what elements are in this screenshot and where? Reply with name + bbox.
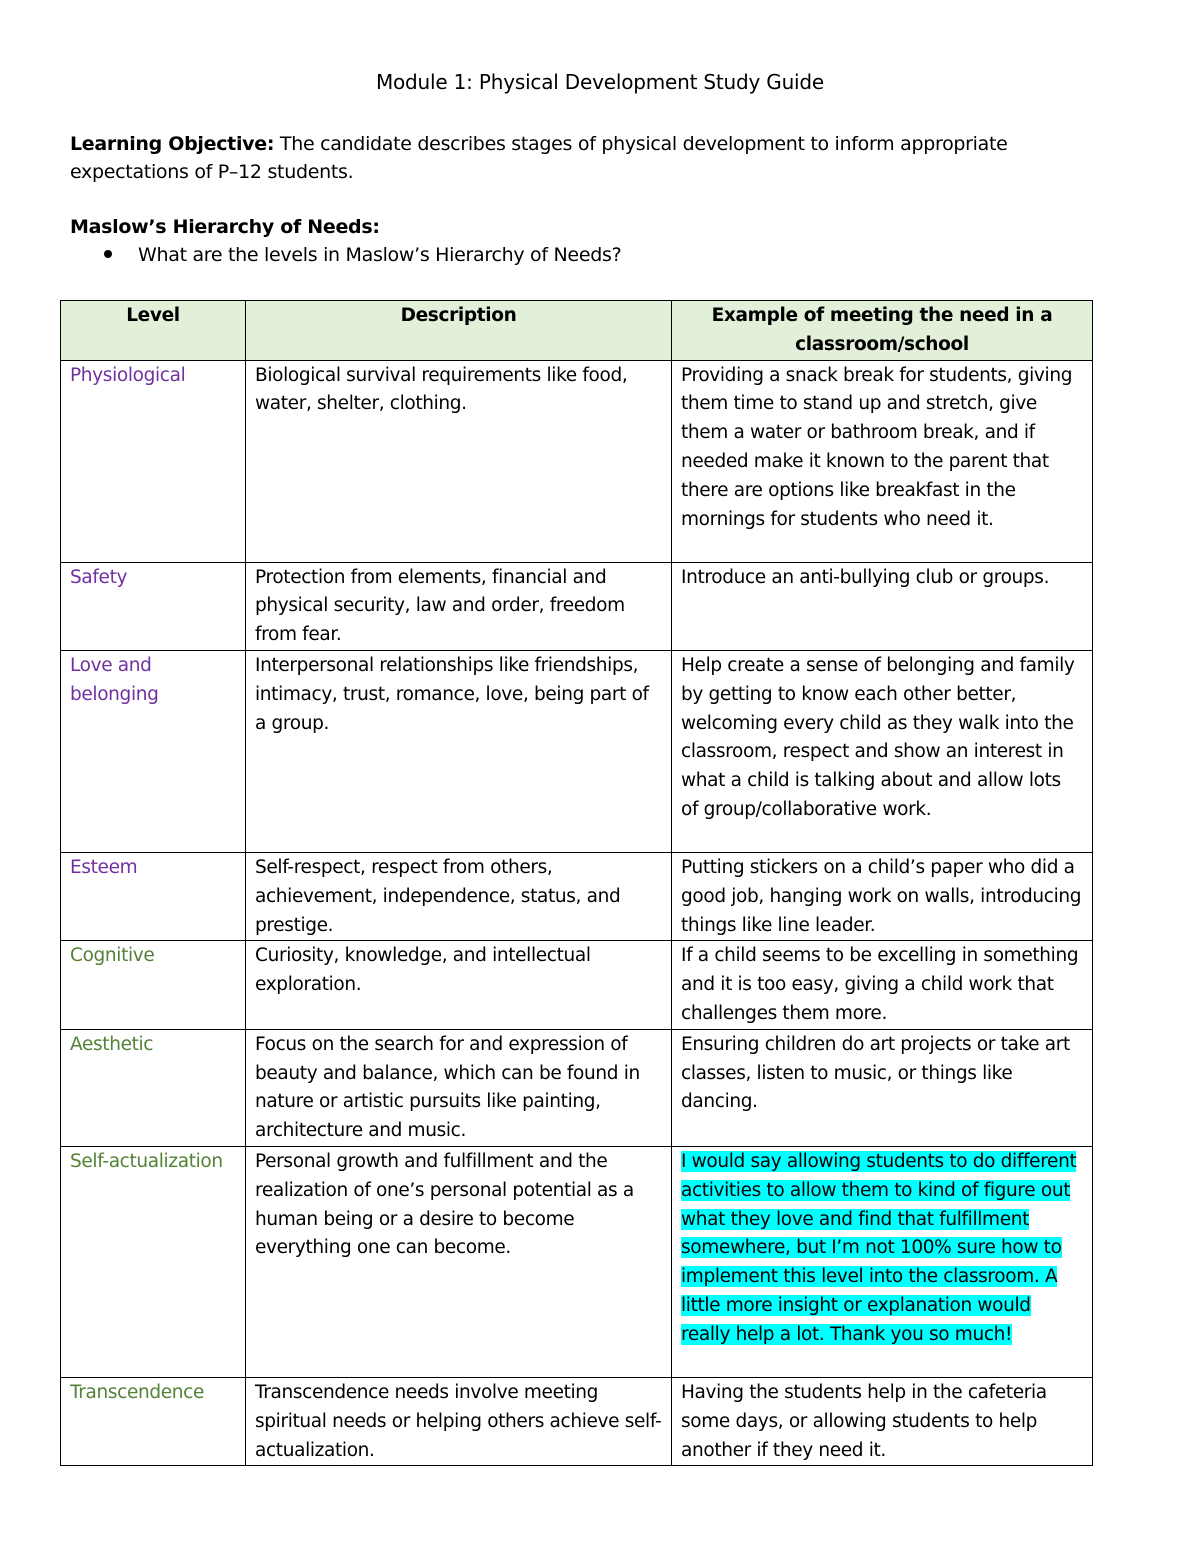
level-cell: Physiological	[61, 360, 246, 562]
table-row	[61, 562, 1093, 650]
table-row	[61, 1146, 1093, 1377]
example-cell: If a child seems to be excelling in something and it is too easy, giving a child work that challenges them more.	[672, 941, 1093, 1029]
example-cell: Help create a sense of belonging and family by getting to know each other better, welcoming every child as they walk into the classroom, respect and show an interest in what a child is talking about and allow lots of group/collaborative work.	[672, 650, 1093, 852]
description-cell: Self-respect, respect from others, achievement, independence, status, and prestige.	[246, 852, 672, 940]
description-cell: Biological survival requirements like food, water, shelter, clothing.	[246, 360, 672, 562]
table-row	[61, 941, 1093, 1029]
bullet-icon	[104, 250, 112, 258]
question-list-item	[104, 244, 621, 266]
header-level: Level	[61, 301, 246, 361]
description-cell: Transcendence needs involve meeting spiritual needs or helping others achieve self-actualization.	[246, 1377, 672, 1465]
header-example: Example of meeting the need in a classroom/school	[672, 301, 1093, 361]
level-cell: Self-actualization	[61, 1146, 246, 1377]
page-title: Module 1: Physical Development Study Guide	[375, 70, 825, 94]
section-heading: Maslow’s Hierarchy of Needs:	[70, 216, 380, 238]
example-cell: Ensuring children do art projects or take art classes, listen to music, or things like dancing.	[672, 1029, 1093, 1146]
table-row	[61, 650, 1093, 852]
example-cell: Putting stickers on a child’s paper who did a good job, hanging work on walls, introducing things like line leader.	[672, 852, 1093, 940]
description-cell: Personal growth and fulfillment and the realization of one’s personal potential as a human being or a desire to become everything one can become.	[246, 1146, 672, 1377]
table-header-row	[61, 301, 1093, 361]
example-cell: Having the students help in the cafeteria some days, or allowing students to help another if they need it.	[672, 1377, 1093, 1465]
learning-objective-text: The candidate describes stages of physical development to inform appropriate expectations of P–12 students.	[70, 133, 1008, 183]
description-cell: Protection from elements, financial and physical security, law and order, freedom from fear.	[246, 562, 672, 650]
example-cell: Introduce an anti-bullying club or groups.	[672, 562, 1093, 650]
level-cell: Love and belonging	[61, 650, 246, 852]
level-cell: Transcendence	[61, 1377, 246, 1465]
example-cell	[672, 1146, 1093, 1377]
level-cell: Safety	[61, 562, 246, 650]
table-row	[61, 1377, 1093, 1465]
highlighted-example-text: I would say allowing students to do different activities to allow them to kind of figure out what they love and find that fulfillment somewhere, but I’m not 100% sure how to implement this level into the classroom. A little more insight or explanation would really help a lot. Thank you so much!	[681, 1150, 1077, 1345]
description-cell: Interpersonal relationships like friendships, intimacy, trust, romance, love, being part of a group.	[246, 650, 672, 852]
header-description: Description	[246, 301, 672, 361]
example-cell: Providing a snack break for students, giving them time to stand up and stretch, give them a water or bathroom break, and if needed make it known to the parent that there are options like breakfast in the mornings for students who need it.	[672, 360, 1093, 562]
needs-table	[60, 300, 1093, 1466]
description-cell: Curiosity, knowledge, and intellectual exploration.	[246, 941, 672, 1029]
description-cell: Focus on the search for and expression of beauty and balance, which can be found in nature or artistic pursuits like painting, architecture and music.	[246, 1029, 672, 1146]
table-row	[61, 360, 1093, 562]
level-cell: Aesthetic	[61, 1029, 246, 1146]
question-text: What are the levels in Maslow’s Hierarchy of Needs?	[138, 244, 622, 266]
level-cell: Esteem	[61, 852, 246, 940]
learning-objective-label: Learning Objective:	[70, 133, 275, 155]
table-row	[61, 852, 1093, 940]
level-cell: Cognitive	[61, 941, 246, 1029]
table-row	[61, 1029, 1093, 1146]
learning-objective	[70, 130, 1130, 186]
